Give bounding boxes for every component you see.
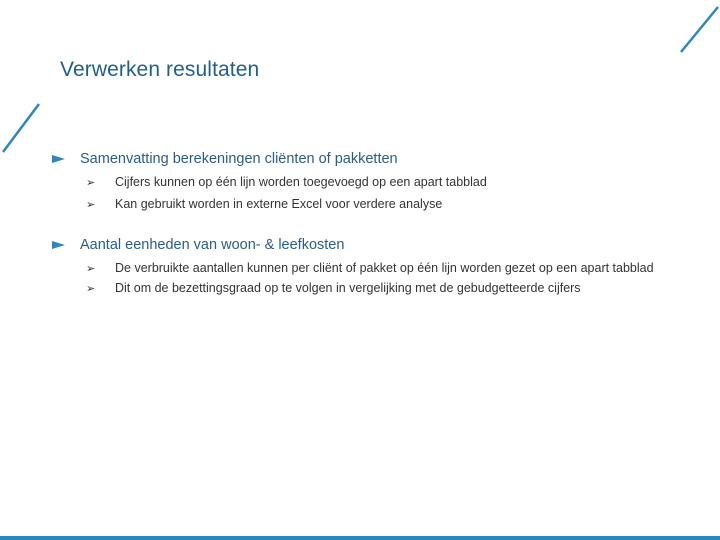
bottom-accent-bar — [0, 536, 720, 540]
arrow-bullet-icon — [52, 155, 65, 163]
arrowhead-bullet-icon: ➢ — [86, 198, 96, 211]
list-item — [52, 261, 672, 276]
list-item — [52, 175, 672, 190]
arrow-bullet-icon — [52, 241, 65, 249]
arrowhead-bullet-icon: ➢ — [86, 176, 96, 189]
arrowhead-bullet-icon: ➢ — [86, 262, 96, 275]
list-item — [52, 281, 672, 296]
list-item-text: Dit om de bezettingsgraad op te volgen in vergelijking met de gebudgetteerde cijfers — [115, 281, 581, 295]
arrowhead-bullet-icon: ➢ — [86, 282, 96, 295]
list-item-text: Cijfers kunnen op één lijn worden toegevoegd op een apart tabblad — [115, 175, 487, 189]
list-item-text: Kan gebruikt worden in externe Excel voor verdere analyse — [115, 197, 443, 211]
section-heading-text: Aantal eenheden van woon- & leefkosten — [80, 237, 345, 253]
section-heading-text: Samenvatting berekeningen cliënten of pakketten — [80, 151, 398, 167]
left-diagonal-line — [3, 104, 39, 152]
top-right-diagonal-line — [681, 7, 718, 52]
list-item-text: De verbruikte aantallen kunnen per cliënt of pakket op één lijn worden gezet op een apart tabblad — [115, 261, 654, 275]
section-heading — [52, 236, 672, 254]
section-summary — [52, 150, 672, 212]
section-heading — [52, 150, 672, 168]
slide-title: Verwerken resultaten — [60, 58, 260, 81]
section-units — [52, 236, 672, 296]
list-item — [52, 197, 672, 212]
